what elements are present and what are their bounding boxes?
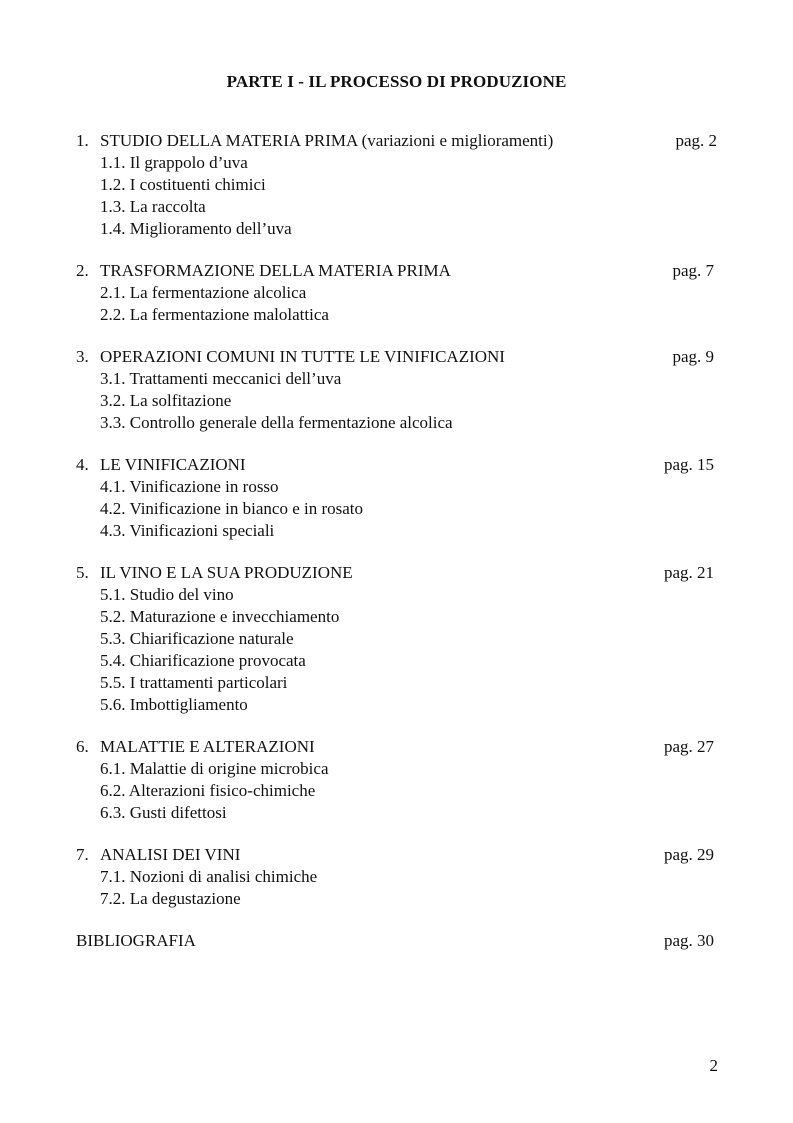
toc-subitem: 2.1. La fermentazione alcolica [100, 283, 307, 302]
toc-heading [76, 562, 726, 584]
toc-heading [76, 130, 726, 152]
toc-heading [76, 260, 726, 282]
section-page: pag. 9 [672, 347, 714, 366]
toc-subitem: 3.1. Trattamenti meccanici dell’uva [100, 369, 342, 388]
section-number: 7. [76, 845, 89, 864]
toc-subitem: 1.4. Miglioramento dell’uva [100, 219, 292, 238]
toc-subitem: 5.4. Chiarificazione provocata [100, 651, 306, 670]
section-number: 4. [76, 455, 89, 474]
section-number: 3. [76, 347, 89, 366]
section-page: pag. 27 [663, 737, 714, 756]
toc-subitem: 6.3. Gusti difettosi [100, 803, 227, 822]
section-title: TRASFORMAZIONE DELLA MATERIA PRIMA [100, 261, 451, 280]
toc-subitem: 5.3. Chiarificazione naturale [100, 629, 294, 648]
toc-section-3 [76, 346, 726, 434]
toc-section-7 [76, 844, 726, 910]
toc-heading [76, 736, 726, 758]
section-number: 6. [76, 737, 89, 756]
toc-subitem: 5.6. Imbottigliamento [100, 695, 248, 714]
toc-section-1 [76, 130, 726, 240]
toc-subitem: 4.2. Vinificazione in bianco e in rosato [100, 499, 364, 518]
toc-subitem: 5.2. Maturazione e invecchiamento [100, 607, 340, 626]
toc-subitem: 3.2. La solfitazione [100, 391, 232, 410]
bibliography-title: BIBLIOGRAFIA [76, 931, 196, 950]
toc-heading [76, 346, 726, 368]
section-number: 2. [76, 261, 89, 280]
toc-section-2 [76, 260, 726, 326]
toc-heading [76, 930, 726, 952]
section-page: pag. 7 [672, 261, 714, 280]
section-title: STUDIO DELLA MATERIA PRIMA (variazioni e miglioramenti) [100, 131, 554, 150]
toc-subitem: 4.3. Vinificazioni speciali [100, 521, 275, 540]
section-page: pag. 29 [663, 845, 714, 864]
section-number: 5. [76, 563, 89, 582]
section-title: MALATTIE E ALTERAZIONI [100, 737, 315, 756]
toc-subitem: 5.1. Studio del vino [100, 585, 234, 604]
section-page: pag. 2 [675, 131, 717, 150]
page-number: 2 [709, 1056, 718, 1075]
toc-section-5 [76, 562, 726, 716]
section-number: 1. [76, 131, 89, 150]
toc-subitem: 3.3. Controllo generale della fermentazione alcolica [100, 413, 453, 432]
toc-subitem: 4.1. Vinificazione in rosso [100, 477, 279, 496]
toc-subitem: 7.2. La degustazione [100, 889, 241, 908]
table-of-contents [76, 130, 726, 972]
toc-subitem: 7.1. Nozioni di analisi chimiche [100, 867, 318, 886]
section-page: pag. 15 [663, 455, 714, 474]
toc-section-6 [76, 736, 726, 824]
toc-heading [76, 844, 726, 866]
toc-subitem: 1.2. I costituenti chimici [100, 175, 266, 194]
section-title: ANALISI DEI VINI [100, 845, 241, 864]
section-title: OPERAZIONI COMUNI IN TUTTE LE VINIFICAZIONI [100, 347, 505, 366]
toc-subitem: 5.5. I trattamenti particolari [100, 673, 288, 692]
section-title: IL VINO E LA SUA PRODUZIONE [100, 563, 353, 582]
toc-section-4 [76, 454, 726, 542]
toc-subitem: 1.1. Il grappolo d’uva [100, 153, 248, 172]
toc-subitem: 6.1. Malattie di origine microbica [100, 759, 329, 778]
toc-subitem: 2.2. La fermentazione malolattica [100, 305, 329, 324]
toc-heading [76, 454, 726, 476]
toc-bibliography [76, 930, 726, 952]
toc-subitem: 6.2. Alterazioni fisico-chimiche [100, 781, 316, 800]
page-title: PARTE I - IL PROCESSO DI PRODUZIONE [226, 72, 567, 91]
bibliography-page: pag. 30 [663, 931, 714, 950]
section-page: pag. 21 [663, 563, 714, 582]
toc-subitem: 1.3. La raccolta [100, 197, 206, 216]
section-title: LE VINIFICAZIONI [100, 455, 246, 474]
